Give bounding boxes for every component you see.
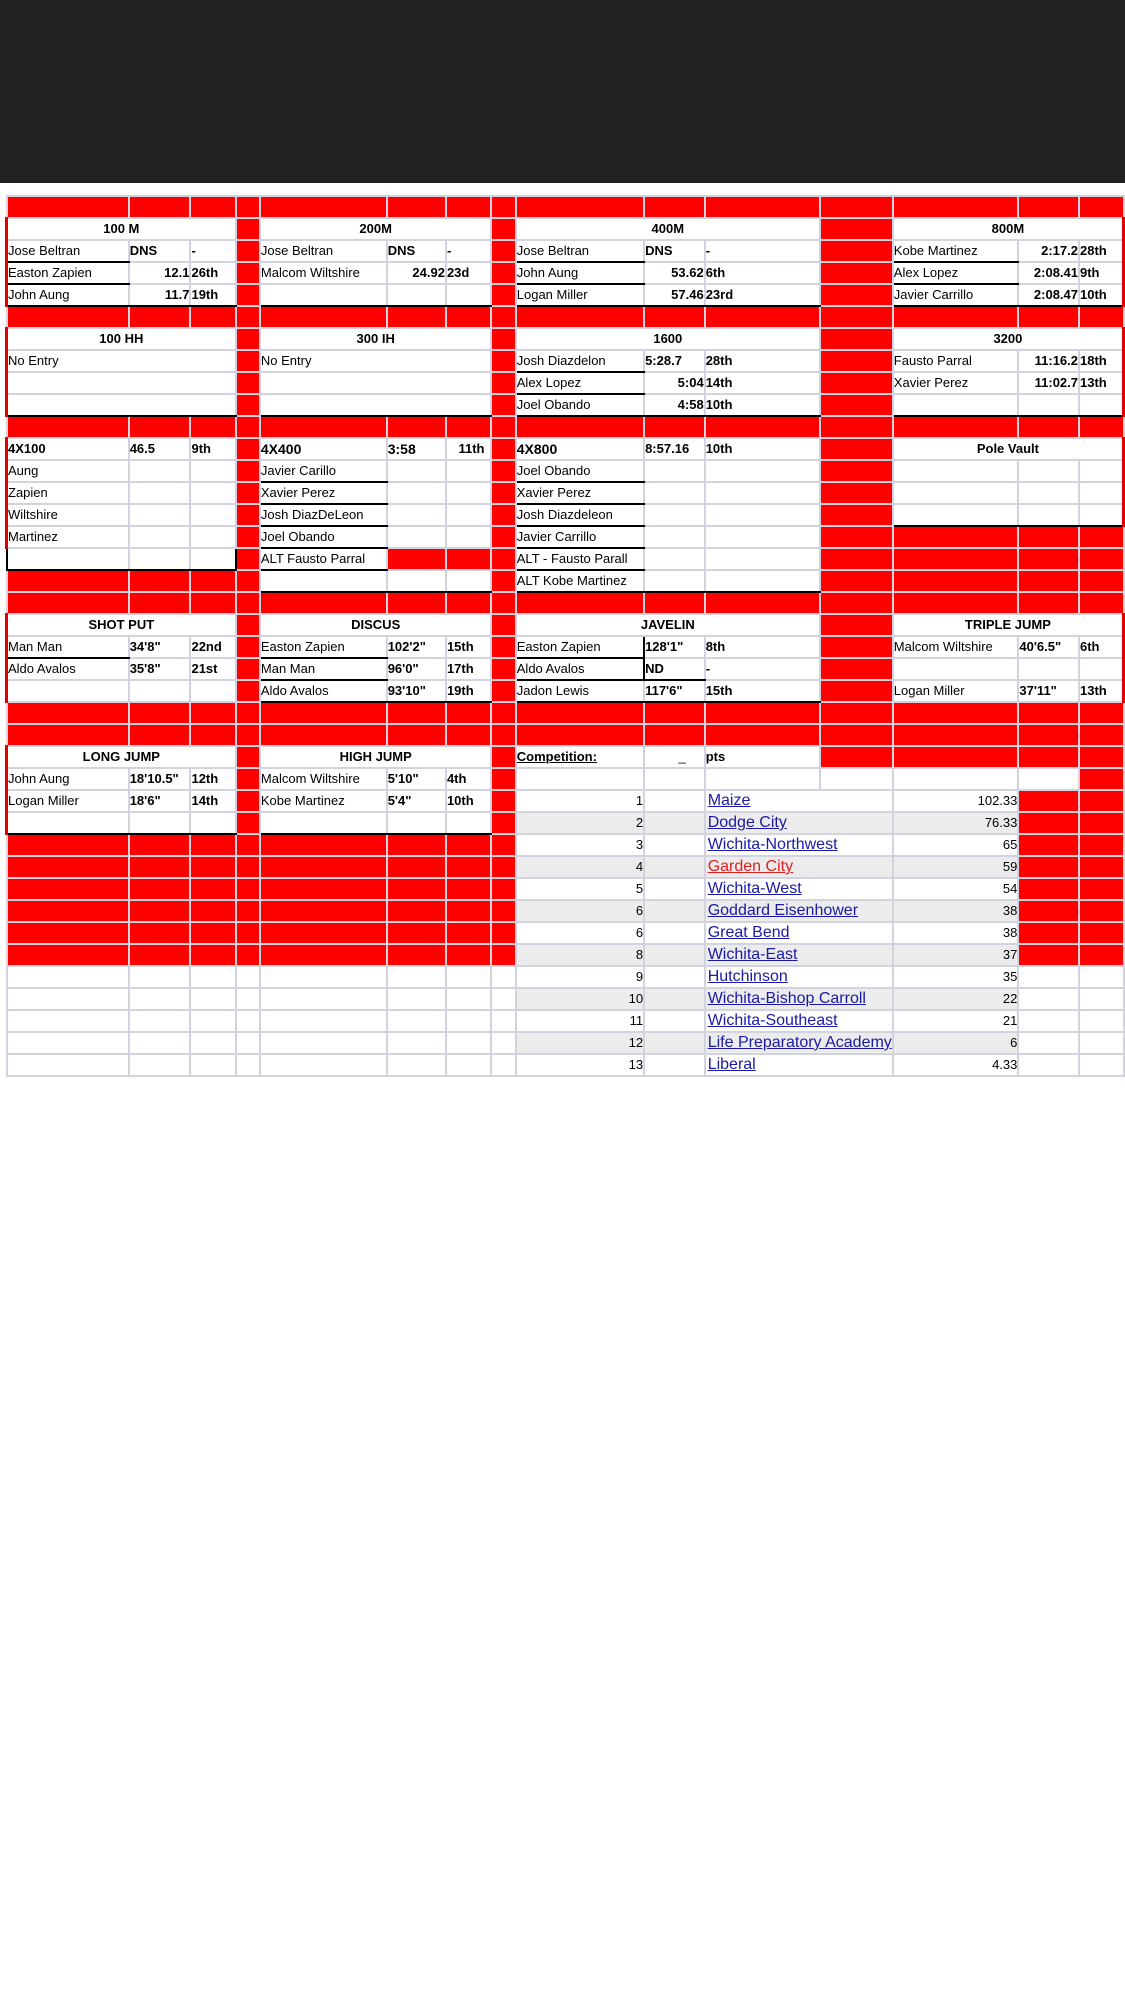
athlete-name[interactable]: John Aung <box>516 262 644 284</box>
mark[interactable]: 5:04 <box>644 372 705 394</box>
relay-member[interactable]: Xavier Perez <box>260 482 387 504</box>
place[interactable]: 15th <box>705 680 820 702</box>
relay-place[interactable]: 10th <box>705 438 820 460</box>
relay-member[interactable]: Wiltshire <box>7 504 129 526</box>
team-points: 76.33 <box>893 812 1019 834</box>
team-points: 6 <box>893 1032 1019 1054</box>
place[interactable]: 6th <box>705 262 820 284</box>
athlete-name[interactable]: Javier Carrillo <box>893 284 1019 306</box>
mark[interactable]: 93'10" <box>387 680 446 702</box>
place[interactable]: 18th <box>1079 350 1124 372</box>
place[interactable]: 28th <box>1079 240 1124 262</box>
relay-time[interactable]: 46.5 <box>129 438 191 460</box>
event-title-300ih[interactable]: 300 IH <box>260 328 492 350</box>
mark[interactable]: 34'8" <box>129 636 191 658</box>
place[interactable]: - <box>705 240 820 262</box>
mark[interactable]: 18'6" <box>129 790 191 812</box>
mark[interactable]: 11.7 <box>129 284 191 306</box>
relay-member[interactable]: Zapien <box>7 482 129 504</box>
place[interactable]: 19th <box>190 284 235 306</box>
team-points: 35 <box>893 966 1019 988</box>
event-title-high-jump[interactable]: HIGH JUMP <box>260 746 492 768</box>
team-points: 38 <box>893 900 1019 922</box>
relay-place[interactable]: 11th <box>446 438 492 460</box>
place[interactable]: 8th <box>705 636 820 658</box>
mark[interactable]: 53.62 <box>644 262 705 284</box>
athlete-name[interactable]: Man Man <box>260 658 387 680</box>
athlete-name[interactable]: Aldo Avalos <box>516 658 644 680</box>
event-title-800m[interactable]: 800M <box>893 218 1124 240</box>
event-title-100hh[interactable]: 100 HH <box>7 328 236 350</box>
team-points: 59 <box>893 856 1019 878</box>
team-rank: 12 <box>516 1032 644 1054</box>
relay-title-4x800[interactable]: 4X800 <box>516 438 644 460</box>
team-rank: 13 <box>516 1054 644 1076</box>
team-link[interactable]: Maize <box>707 792 751 809</box>
no-entry-note[interactable]: No Entry <box>260 350 492 372</box>
place[interactable]: - <box>190 240 235 262</box>
athlete-name[interactable]: Malcom Wiltshire <box>260 262 387 284</box>
mark[interactable]: 57.46 <box>644 284 705 306</box>
mark[interactable]: 5'10" <box>387 768 446 790</box>
mark[interactable]: ND <box>644 658 705 680</box>
mark[interactable]: 5'4" <box>387 790 446 812</box>
mark[interactable]: 2:08.41 <box>1018 262 1079 284</box>
event-title-discus[interactable]: DISCUS <box>260 614 492 636</box>
team-link[interactable]: Wichita-Southeast <box>707 1012 838 1029</box>
place[interactable]: 10th <box>1079 284 1124 306</box>
place[interactable]: 13th <box>1079 680 1124 702</box>
place[interactable]: - <box>705 658 820 680</box>
competition-dash: _ <box>644 746 705 768</box>
mark[interactable]: 11:16.2 <box>1018 350 1079 372</box>
team-link[interactable]: Wichita-Bishop Carroll <box>707 990 866 1007</box>
team-link-highlighted[interactable]: Garden City <box>707 858 794 875</box>
team-rank: 1 <box>516 790 644 812</box>
athlete-name[interactable]: Jose Beltran <box>516 240 644 262</box>
athlete-name[interactable]: Kobe Martinez <box>260 790 387 812</box>
relay-member[interactable]: Aung <box>7 460 129 482</box>
athlete-name[interactable]: Malcom Wiltshire <box>260 768 387 790</box>
place[interactable]: 12th <box>190 768 235 790</box>
place[interactable]: 4th <box>446 768 492 790</box>
team-rank: 8 <box>516 944 644 966</box>
relay-member[interactable]: Javier Carrillo <box>516 526 644 548</box>
athlete-name[interactable]: Logan Miller <box>893 680 1019 702</box>
event-title-triple-jump[interactable]: TRIPLE JUMP <box>893 614 1124 636</box>
mark[interactable]: DNS <box>129 240 191 262</box>
athlete-name[interactable]: Man Man <box>7 636 129 658</box>
event-title-200m[interactable]: 200M <box>260 218 492 240</box>
event-title-100m[interactable]: 100 M <box>7 218 236 240</box>
relay-member[interactable]: ALT Kobe Martinez <box>516 570 644 592</box>
athlete-name[interactable]: Easton Zapien <box>260 636 387 658</box>
team-points: 22 <box>893 988 1019 1010</box>
team-points: 65 <box>893 834 1019 856</box>
mark[interactable]: DNS <box>387 240 446 262</box>
mark[interactable]: 102'2" <box>387 636 446 658</box>
team-link[interactable]: Life Preparatory Academy <box>707 1034 892 1051</box>
team-rank: 3 <box>516 834 644 856</box>
athlete-name[interactable]: John Aung <box>7 768 129 790</box>
relay-member[interactable]: Josh Diazdeleon <box>516 504 644 526</box>
team-link[interactable]: Wichita-West <box>707 880 802 897</box>
team-rank: 6 <box>516 922 644 944</box>
place[interactable]: 9th <box>1079 262 1124 284</box>
place[interactable]: 22nd <box>190 636 235 658</box>
place[interactable]: 10th <box>705 394 820 416</box>
place[interactable]: 6th <box>1079 636 1124 658</box>
team-points: 54 <box>893 878 1019 900</box>
athlete-name[interactable]: Joel Obando <box>516 394 644 416</box>
place[interactable]: 28th <box>705 350 820 372</box>
mark[interactable]: 40'6.5" <box>1018 636 1079 658</box>
relay-title-4x100[interactable]: 4X100 <box>7 438 129 460</box>
mark[interactable]: 96'0" <box>387 658 446 680</box>
athlete-name[interactable]: Easton Zapien <box>7 262 129 284</box>
place[interactable]: 23d <box>446 262 492 284</box>
relay-title-4x400[interactable]: 4X400 <box>260 438 387 460</box>
team-points: 37 <box>893 944 1019 966</box>
relay-member[interactable]: Javier Carillo <box>260 460 387 482</box>
team-link[interactable]: Goddard Eisenhower <box>707 902 859 919</box>
mark[interactable]: 11:02.7 <box>1018 372 1079 394</box>
event-title-3200[interactable]: 3200 <box>893 328 1124 350</box>
team-rank: 2 <box>516 812 644 834</box>
team-rank: 9 <box>516 966 644 988</box>
event-title-1600[interactable]: 1600 <box>516 328 820 350</box>
athlete-name[interactable]: Alex Lopez <box>516 372 644 394</box>
relay-member[interactable]: ALT Fausto Parral <box>260 548 387 570</box>
team-link[interactable]: Wichita-Northwest <box>707 836 838 853</box>
spreadsheet-grid <box>5 195 1125 1077</box>
team-rank: 10 <box>516 988 644 1010</box>
place[interactable]: 26th <box>190 262 235 284</box>
mark[interactable]: 5:28.7 <box>644 350 705 372</box>
athlete-name[interactable]: Xavier Perez <box>893 372 1019 394</box>
athlete-name[interactable]: Malcom Wiltshire <box>893 636 1019 658</box>
athlete-name[interactable]: Aldo Avalos <box>260 680 387 702</box>
team-link[interactable]: Great Bend <box>707 924 790 941</box>
relay-place[interactable]: 9th <box>190 438 235 460</box>
event-title-javelin[interactable]: JAVELIN <box>516 614 820 636</box>
event-title-shot-put[interactable]: SHOT PUT <box>7 614 236 636</box>
team-rank: 6 <box>516 900 644 922</box>
relay-member[interactable]: Xavier Perez <box>516 482 644 504</box>
mark[interactable]: DNS <box>644 240 705 262</box>
competition-label: Competition: <box>516 746 644 768</box>
place[interactable]: 14th <box>190 790 235 812</box>
athlete-name[interactable]: Logan Miller <box>516 284 644 306</box>
team-link[interactable]: Dodge City <box>707 814 787 831</box>
athlete-name[interactable]: Josh Diazdelon <box>516 350 644 372</box>
event-title-long-jump[interactable]: LONG JUMP <box>7 746 236 768</box>
place[interactable]: - <box>446 240 492 262</box>
mark[interactable]: 18'10.5" <box>129 768 191 790</box>
mark[interactable]: 117'6" <box>644 680 705 702</box>
relay-member[interactable]: Joel Obando <box>260 526 387 548</box>
mark[interactable]: 12.1 <box>129 262 191 284</box>
mark[interactable]: 2:08.47 <box>1018 284 1079 306</box>
top-toolbar-area <box>0 0 1125 183</box>
athlete-name[interactable]: Fausto Parral <box>893 350 1019 372</box>
place[interactable]: 23rd <box>705 284 820 306</box>
athlete-name[interactable]: Logan Miller <box>7 790 129 812</box>
mark[interactable]: 2:17.2 <box>1018 240 1079 262</box>
place[interactable]: 19th <box>446 680 492 702</box>
athlete-name[interactable]: Alex Lopez <box>893 262 1019 284</box>
athlete-name[interactable]: Jose Beltran <box>7 240 129 262</box>
event-title-pole-vault[interactable]: Pole Vault <box>893 438 1124 460</box>
team-rank: 4 <box>516 856 644 878</box>
team-link[interactable]: Wichita-East <box>707 946 798 963</box>
place[interactable]: 10th <box>446 790 492 812</box>
athlete-name[interactable]: Easton Zapien <box>516 636 644 658</box>
mark[interactable]: 4:58 <box>644 394 705 416</box>
event-title-400m[interactable]: 400M <box>516 218 820 240</box>
team-link[interactable]: Hutchinson <box>707 968 788 985</box>
place[interactable]: 21st <box>190 658 235 680</box>
place[interactable]: 17th <box>446 658 492 680</box>
athlete-name[interactable]: Kobe Martinez <box>893 240 1019 262</box>
relay-member[interactable]: ALT - Fausto Parall <box>516 548 644 570</box>
athlete-name[interactable]: Jadon Lewis <box>516 680 644 702</box>
team-rank: 5 <box>516 878 644 900</box>
relay-member[interactable]: Martinez <box>7 526 129 548</box>
mark[interactable]: 35'8" <box>129 658 191 680</box>
mark[interactable]: 128'1" <box>644 636 705 658</box>
team-rank: 11 <box>516 1010 644 1032</box>
mark[interactable]: 37'11" <box>1018 680 1079 702</box>
team-points: 4.33 <box>893 1054 1019 1076</box>
team-points: 38 <box>893 922 1019 944</box>
team-points: 21 <box>893 1010 1019 1032</box>
relay-member[interactable]: Joel Obando <box>516 460 644 482</box>
points-header: pts <box>705 746 820 768</box>
place[interactable]: 15th <box>446 636 492 658</box>
no-entry-note[interactable]: No Entry <box>7 350 236 372</box>
mark[interactable]: 24.92 <box>387 262 446 284</box>
athlete-name[interactable]: Jose Beltran <box>260 240 387 262</box>
relay-time[interactable]: 8:57.16 <box>644 438 705 460</box>
place[interactable]: 13th <box>1079 372 1124 394</box>
team-link[interactable]: Liberal <box>707 1056 756 1073</box>
relay-member[interactable]: Josh DiazDeLeon <box>260 504 387 526</box>
place[interactable]: 14th <box>705 372 820 394</box>
relay-time[interactable]: 3:58 <box>387 438 446 460</box>
athlete-name[interactable]: John Aung <box>7 284 129 306</box>
athlete-name[interactable]: Aldo Avalos <box>7 658 129 680</box>
team-points: 102.33 <box>893 790 1019 812</box>
